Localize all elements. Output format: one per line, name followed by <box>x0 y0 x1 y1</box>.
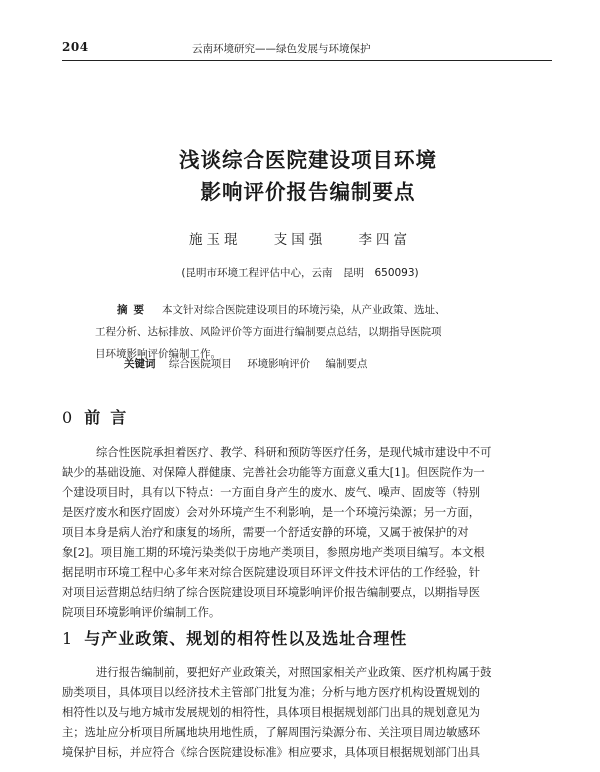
abstract-label: 摘要 <box>117 304 150 316</box>
author-name: 支国强 <box>273 232 327 248</box>
keyword: 综合医院项目 <box>168 358 232 370</box>
body-line: 院项目环境影响评价编制工作。 <box>62 606 221 619</box>
author-list <box>0 228 600 248</box>
paper-title-line-1: 浅谈综合医院建设项目环境 <box>179 148 437 172</box>
affiliation: (昆明市环境工程评估中心，云南 昆明 650093) <box>181 267 419 279</box>
body-line: 缺少的基础设施、对保障人群健康、完善社会功能等方面意义重大[1]。但医院作为一 <box>62 466 485 479</box>
body-line: 励类项目，具体项目以经济技术主管部门批复为准；分析与地方医疗机构设置规划的 <box>62 686 480 699</box>
keywords-label: 关键词 <box>124 358 156 370</box>
author-name: 李四富 <box>358 232 412 248</box>
body-line: 综合性医院承担着医疗、教学、科研和预防等医疗任务，是现代城市建设中不可 <box>96 446 492 459</box>
keyword: 环境影响评价 <box>247 358 311 370</box>
body-line: 进行报告编制前，要把好产业政策关，对照国家相关产业政策、医疗机构属于鼓 <box>96 666 492 679</box>
body-line: 项目本身是病人治疗和康复的场所，需要一个舒适安静的环境，又属于被保护的对 <box>62 526 469 539</box>
abstract-line: 摘要 本文针对综合医院建设项目的环境污染，从产业政策、选址、 <box>117 304 446 316</box>
header-rule <box>62 60 552 61</box>
body-line: 对项目运营期总结归纳了综合医院建设项目环境影响评价报告编制要点，以期指导医 <box>62 586 480 599</box>
keywords <box>124 356 380 371</box>
body-line: 主；选址应分析项目所属地块用地性质，了解周围污染源分布、关注项目周边敏感环 <box>62 726 480 739</box>
keyword: 编制要点 <box>325 358 368 370</box>
body-line: 境保护目标，并应符合《综合医院建设标准》相应要求，具体项目根据规划部门出具 <box>62 746 480 759</box>
page-number: 204 <box>62 40 89 54</box>
body-line: 相符性以及与地方城市发展规划的相符性，具体项目根据规划部门出具的规划意见为 <box>62 706 480 719</box>
section-number: 0 <box>62 408 73 427</box>
abstract-line: 工程分析、达标排放、风险评价等方面进行编制要点总结，以期指导医院项 <box>95 326 442 338</box>
section-number: 1 <box>62 629 73 648</box>
section-heading-1 <box>62 626 407 649</box>
abstract-line: 目环境影响评价编制工作。 <box>95 348 221 360</box>
section-0-body <box>62 443 552 623</box>
running-header <box>62 40 552 60</box>
author-name: 施玉琨 <box>188 232 242 248</box>
section-1-body <box>62 663 552 763</box>
paper-title-line-2: 影响评价报告编制要点 <box>200 180 416 204</box>
section-title: 与产业政策、规划的相符性以及选址合理性 <box>84 629 408 648</box>
body-line: 个建设项目时，具有以下特点：一方面自身产生的废水、废气、噪声、固废等（特别 <box>62 486 480 499</box>
body-line: 是医疗废水和医疗固废）会对外环境产生不利影响，是一个环境污染源；另一方面， <box>62 506 480 519</box>
body-line: 据昆明市环境工程中心多年来对综合医院建设项目环评文件技术评估的工作经验，针 <box>62 566 480 579</box>
section-heading-0 <box>62 405 136 428</box>
section-title: 前言 <box>84 408 137 427</box>
journal-name: 云南环境研究——绿色发展与环境保护 <box>192 43 371 55</box>
body-line: 象[2]。项目施工期的环境污染类似于房地产类项目，参照房地产类项目编写。本文根 <box>62 546 485 559</box>
